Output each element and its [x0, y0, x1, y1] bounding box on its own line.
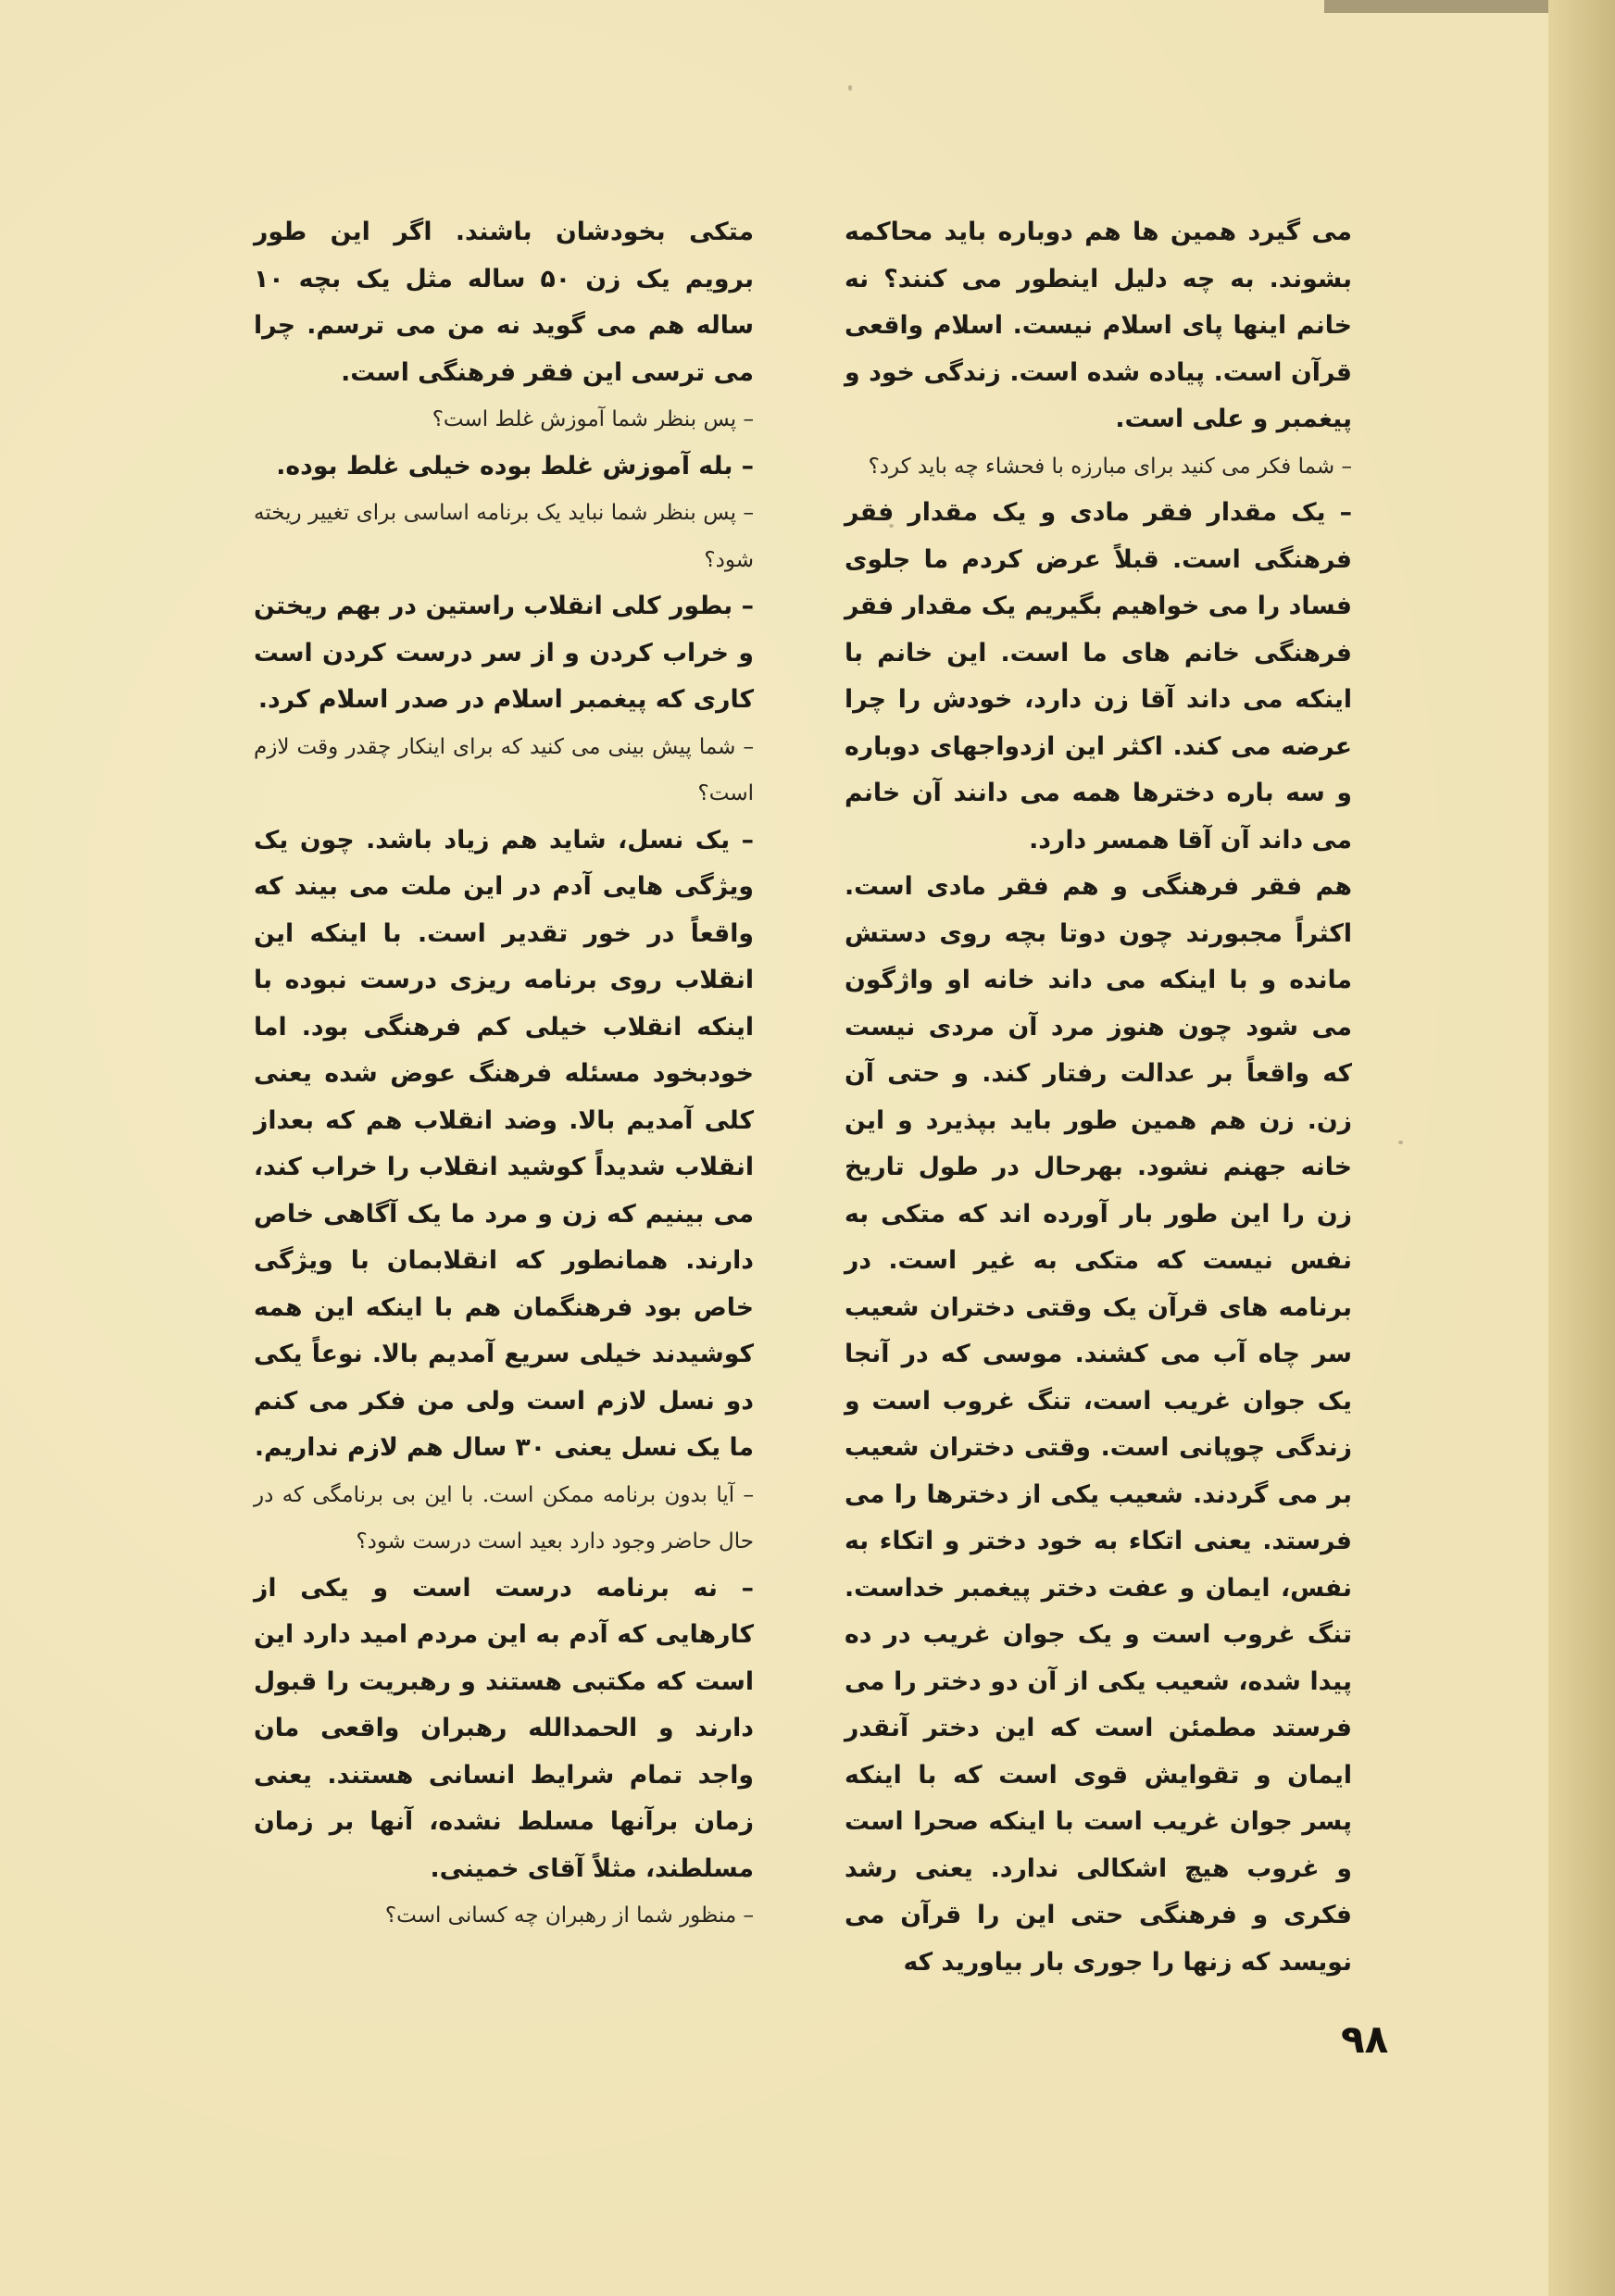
question-paragraph: – شما فکر می کنید برای مبارزه با فحشاء چه باید کرد؟: [868, 454, 1352, 479]
answer-paragraph: – یک نسل، شاید هم زیاد باشد. چون یک ویژگی هایی آدم در این ملت می بیند که واقعاً در خور تقدیر است. با اینکه این انقلاب روی برنامه ریزی درست نبوده با اینکه انقلاب خیلی کم فرهنگی بود. اما خودبخود مسئله فرهنگ عوض شده یعنی کلی آمدیم بالا. وضد انقلاب هم که بعداز انقلاب شدیداً کوشید انقلاب را خراب کند، می بینیم که زن و مرد ما یک آگاهی خاص دارند. همانطور که انقلابمان با ویژگی خاص بود فرهنگمان هم با اینکه این همه کوشیدند خیلی سریع آمدیم بالا. نوعاً یکی دو نسل لازم است ولی من فکر می کنم ما یک نسل یعنی ۳۰ سال هم لازم نداریم.: [254, 825, 754, 1462]
answer-paragraph: – یک مقدار فقر مادی و یک مقدار فقر فرهنگی است. قبلاً عرض کردم ما جلوی فساد را می خواهیم بگیریم یک مقدار فقر فرهنگی خانم های ما است. این خانم با اینکه می داند آقا زن دارد، خودش را چرا عرضه می کند. اکثر این ازدواجهای دوباره و سه باره دخترها همه می دانند آن خانم می داند آن آقا همسر دارد.: [845, 498, 1352, 855]
answer-paragraph: – بله آموزش غلط بوده خیلی غلط بوده.: [276, 451, 754, 480]
question-paragraph: – پس بنظر شما آموزش غلط است؟: [432, 407, 754, 431]
question-paragraph: – آیا بدون برنامه ممکن است. با این بی برنامگی که در حال حاضر وجود دارد بعید است درست شود؟: [254, 1482, 754, 1554]
left-text-column: [254, 209, 754, 1940]
top-edge-shadow: [1324, 0, 1548, 13]
question-paragraph: – منظور شما از رهبران چه کسانی است؟: [384, 1903, 754, 1928]
paper-speck: [889, 524, 894, 528]
answer-paragraph: – بطور کلی انقلاب راستین در بهم ریختن و خراب کردن و از سر درست کردن است کاری که پیغمبر اسلام در صدر اسلام کرد.: [254, 592, 754, 714]
page-number: ۹۸: [1341, 2016, 1389, 2062]
page-edge-strip: [1548, 0, 1615, 2296]
right-text-column: [845, 209, 1352, 1986]
paper-speck: [848, 85, 852, 91]
answer-paragraph: هم فقر فرهنگی و هم فقر مادی است. اکثراً مجبورند چون دوتا بچه روی دستش مانده و با اینکه می داند خانه او واژگون می شود چون هنوز مرد آن مردی نیست که واقعاً بر عدالت رفتار کند. و حتی آن زن. زن هم همین طور باید بپذیرد و این خانه جهنم نشود. بهرحال در طول تاریخ زن را این طور بار آورده اند که متکی به نفس نیست که متکی به غیر است. در برنامه های قرآن یک وقتی دختران شعیب سر چاه آب می کشند. موسی که در آنجا یک جوان غریب است، تنگ غروب است و زندگی چوپانی است. وقتی دختران شعیب بر می گردند. شعیب یکی از دخترها را می فرستد. یعنی اتکاء به خود دختر و اتکاء به نفس، ایمان و عفت دختر پیغمبر خداست. تنگ غروب است و یک جوان غریب در ده پیدا شده، شعیب یکی از آن دو دختر را می فرستد مطمئن است که این دختر آنقدر ایمان و تقوایش قوی است که با اینکه پسر جوان غریب است با اینکه صحرا است و غروب هیچ اشکالی ندارد. یعنی رشد فکری و فرهنگی حتی این را قرآن می نویسد که زنها را جوری بار بیاورید که: [845, 872, 1352, 1977]
paper-speck: [1398, 1141, 1403, 1144]
question-paragraph: – شما پیش بینی می کنید که برای اینکار چقدر وقت لازم است؟: [254, 734, 754, 805]
answer-paragraph: متکی بخودشان باشند. اگر این طور برویم یک زن ۵۰ ساله مثل یک بچه ۱۰ ساله هم می گوید نه من می ترسم. چرا می ترسی این فقر فرهنگی است.: [254, 218, 755, 387]
answer-paragraph: می گیرد همین ها هم دوباره باید محاکمه بشوند. به چه دلیل اینطور می کنند؟ نه خانم اینها پای اسلام نیست. اسلام واقعی قرآن است. پیاده شده است. زندگی خود و پیغمبر و علی است.: [845, 218, 1352, 433]
question-paragraph: – پس بنظر شما نباید یک برنامه اساسی برای تغییر ریخته شود؟: [254, 501, 754, 572]
answer-paragraph: – نه برنامه درست است و یکی از کارهایی که آدم به این مردم امید دارد این است که مکتبی هستند و رهبریت را قبول دارند و الحمدالله رهبران واقعی مان واجد تمام شرایط انسانی هستند. یعنی زمان برآنها مسلط نشده، آنها بر زمان مسلطند، مثلاً آقای خمینی.: [254, 1573, 754, 1883]
